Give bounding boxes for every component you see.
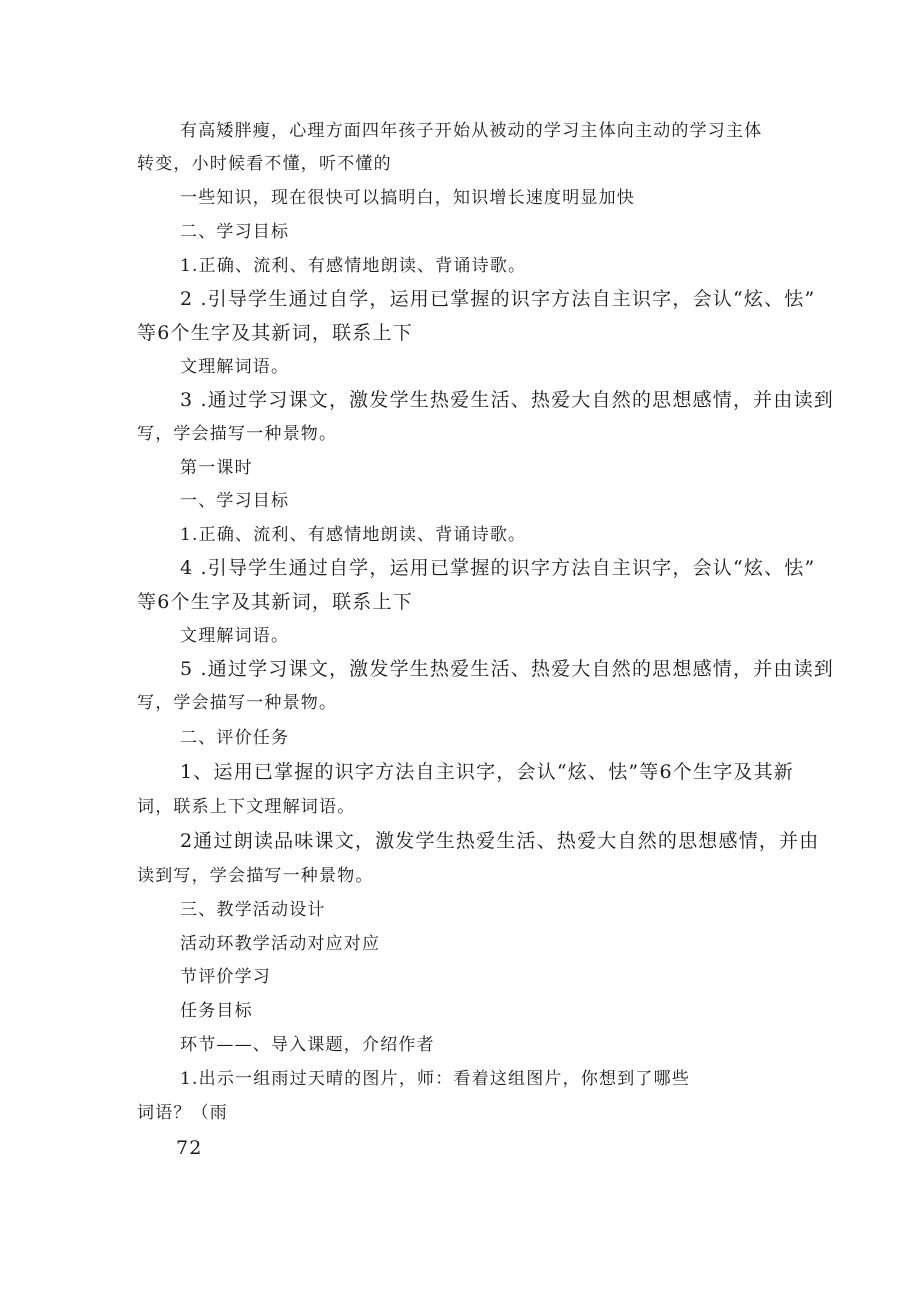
text-line: 节评价学习 bbox=[180, 967, 271, 987]
section-heading: 二、学习目标 bbox=[180, 222, 290, 242]
section-heading: 二、评价任务 bbox=[180, 728, 290, 748]
text-line: 1.正确、流利、有感情地朗读、背诵诗歌。 bbox=[180, 525, 527, 545]
text-line: 4 .引导学生通过自学，运用已掌握的识字方法自主识字，会认“炫、怯” bbox=[180, 557, 816, 579]
text-line: 文理解词语。 bbox=[180, 357, 290, 377]
text-line: 任务目标 bbox=[180, 1001, 253, 1021]
text-line: 2 .引导学生通过自学，运用已掌握的识字方法自主识字，会认“炫、怯” bbox=[180, 288, 816, 310]
text-line: 读到写，学会描写一种景物。 bbox=[137, 866, 374, 886]
text-line: 转变，小时候看不懂，听不懂的 bbox=[137, 154, 392, 174]
text-line: 等6个生字及其新词，联系上下 bbox=[137, 591, 413, 613]
text-line: 活动环教学活动对应对应 bbox=[180, 934, 381, 954]
text-line: 一些知识，现在很快可以搞明白，知识增长速度明显加快 bbox=[180, 188, 635, 208]
text-line: 词，联系上下文理解词语。 bbox=[137, 797, 356, 817]
text-line: 5 .通过学习课文，激发学生热爱生活、热爱大自然的思想感情，并由读到 bbox=[180, 658, 834, 680]
page-number: 72 bbox=[176, 1137, 203, 1159]
text-line: 2通过朗读品味课文，激发学生热爱生活、热爱大自然的思想感情，并由 bbox=[180, 830, 820, 852]
section-heading: 第一课时 bbox=[180, 458, 253, 478]
text-line: 有高矮胖瘦，心理方面四年孩子开始从被动的学习主体向主动的学习主体 bbox=[180, 121, 763, 141]
text-line: 写，学会描写一种景物。 bbox=[137, 424, 338, 444]
text-line: 写，学会描写一种景物。 bbox=[137, 693, 338, 713]
text-line: 1.出示一组雨过天晴的图片，师：看着这组图片，你想到了哪些 bbox=[180, 1069, 691, 1089]
text-line: 词语？（雨 bbox=[137, 1103, 228, 1123]
text-line: 环节——、导入课题，介绍作者 bbox=[180, 1035, 435, 1055]
section-heading: 三、教学活动设计 bbox=[180, 900, 326, 920]
text-line: 1、运用已掌握的识字方法自主识字，会认“炫、怯”等6个生字及其新 bbox=[180, 761, 795, 783]
section-heading: 一、学习目标 bbox=[180, 491, 290, 511]
text-line: 文理解词语。 bbox=[180, 626, 290, 646]
text-line: 1.正确、流利、有感情地朗读、背诵诗歌。 bbox=[180, 256, 527, 276]
text-line: 3 .通过学习课文，激发学生热爱生活、热爱大自然的思想感情，并由读到 bbox=[180, 389, 834, 411]
text-line: 等6个生字及其新词，联系上下 bbox=[137, 322, 413, 344]
